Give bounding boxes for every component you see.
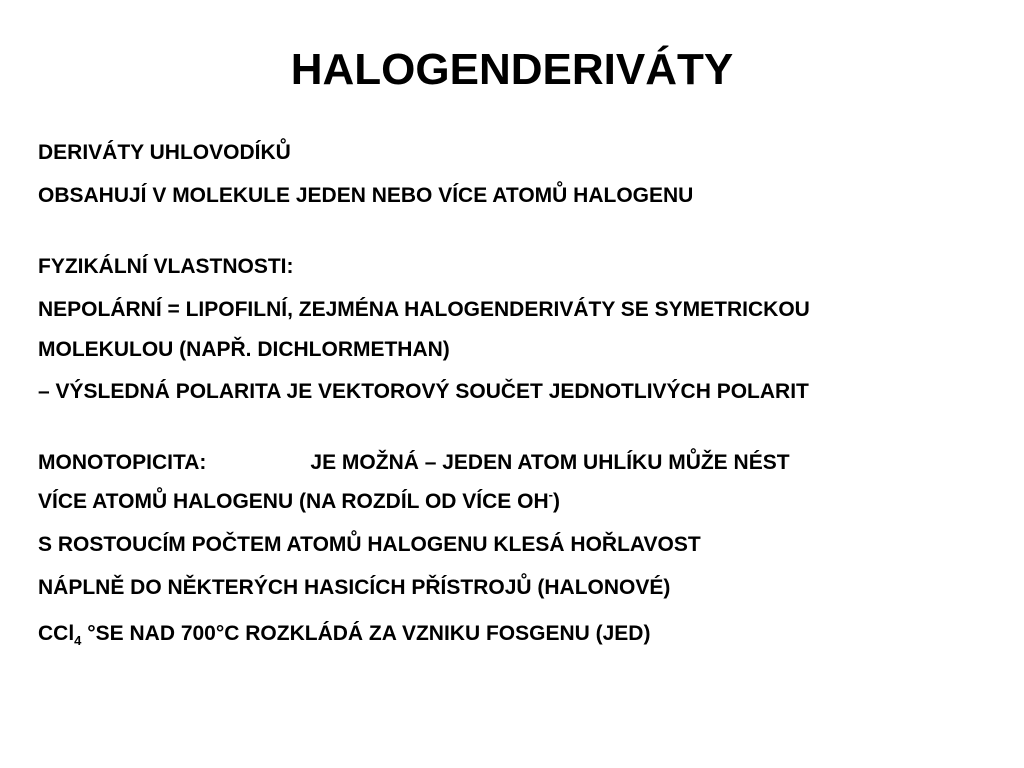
line-obsahuji: OBSAHUJÍ V MOLEKULE JEDEN NEBO VÍCE ATOMŮ HALOGENU <box>38 184 694 207</box>
ccl4-formula: CCl <box>38 622 75 645</box>
line-hasici-pristroje: NÁPLNĚ DO NĚKTERÝCH HASICÍCH PŘÍSTROJŮ (HALONOVÉ) <box>38 576 671 599</box>
line-nepolarni: NEPOLÁRNÍ = LIPOFILNÍ, ZEJMÉNA HALOGENDERIVÁTY SE SYMETRICKOU <box>38 298 810 321</box>
oh-superscript: - <box>548 487 553 502</box>
line-monotopicita <box>38 450 790 476</box>
line-horlavost: S ROSTOUCÍM POČTEM ATOMŮ HALOGENU KLESÁ HOŘLAVOST <box>38 533 701 556</box>
slide-title: HALOGENDERIVÁTY <box>290 45 734 94</box>
line-ccl4 <box>38 621 650 647</box>
monotopicita-label: MONOTOPICITA: <box>38 451 207 474</box>
line-fyzikalni-vlastnosti: FYZIKÁLNÍ VLASTNOSTI: <box>38 255 294 278</box>
line-vysledna-polarita: – VÝSLEDNÁ POLARITA JE VEKTOROVÝ SOUČET JEDNOTLIVÝCH POLARIT <box>38 380 809 403</box>
monotopicita-text: JE MOŽNÁ – JEDEN ATOM UHLÍKU MŮŽE NÉST <box>310 451 790 474</box>
vice-atomu-text: VÍCE ATOMŮ HALOGENU (NA ROZDÍL OD VÍCE OH <box>38 490 549 513</box>
line-molekulou: MOLEKULOU (NAPŘ. DICHLORMETHAN) <box>38 338 450 361</box>
ccl4-text: °SE NAD 700°C ROZKLÁDÁ ZA VZNIKU FOSGENU (JED) <box>81 622 651 645</box>
line-vice-atomu <box>38 489 560 515</box>
vice-atomu-end: ) <box>552 490 560 513</box>
line-derivaty-uhlovodiku: DERIVÁTY UHLOVODÍKŮ <box>38 141 291 164</box>
ccl4-subscript: 4 <box>74 633 82 648</box>
